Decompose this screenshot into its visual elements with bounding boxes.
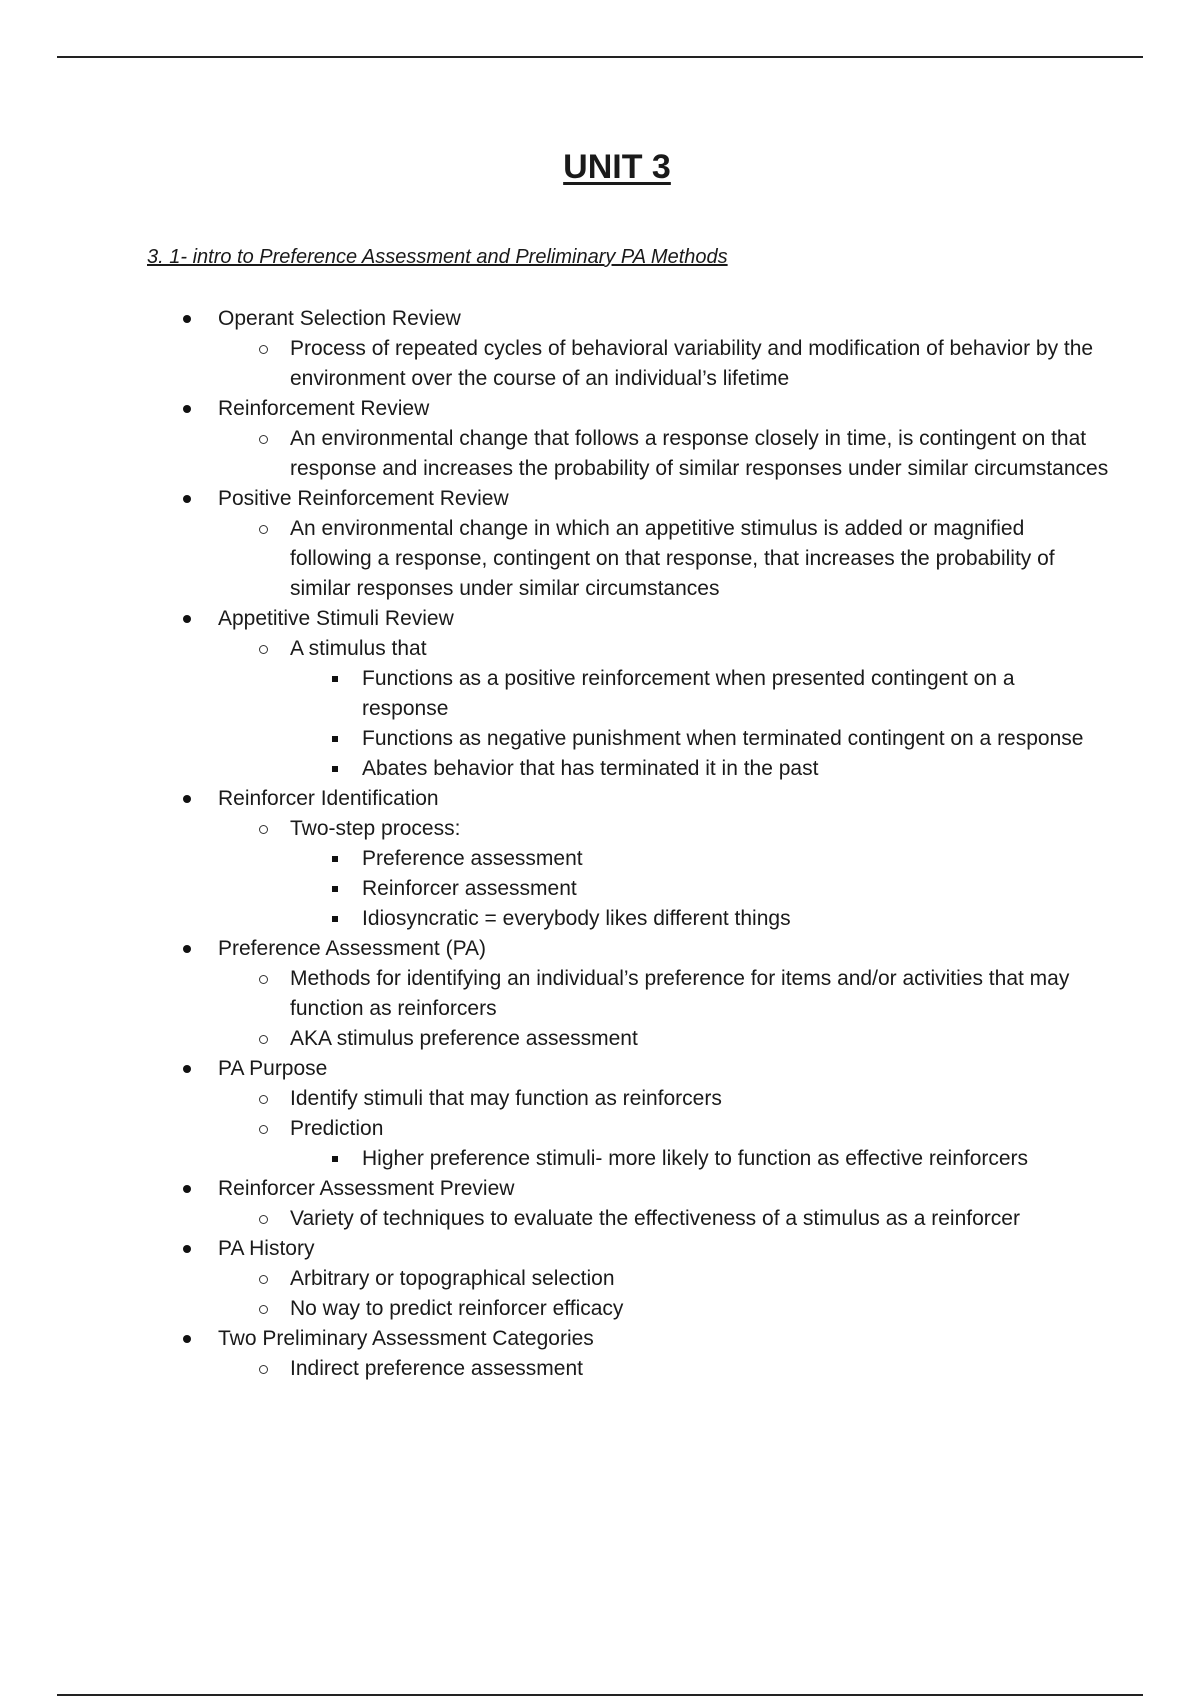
sub-list (218, 514, 1088, 604)
sub-sub-list-item-text: Preference assessment (362, 847, 583, 870)
sub-list (218, 1264, 1088, 1324)
sub-list-item-text: An environmental change in which an appetitive stimulus is added or magnified following a response, contingent on that response, that increases the probability of similar responses under similar circumstances (290, 517, 1055, 600)
sub-list (218, 634, 1088, 784)
hollow-bullet-icon (259, 1305, 268, 1314)
sub-list-item (218, 1114, 1110, 1174)
list-item-text: Operant Selection Review (218, 307, 461, 330)
filled-bullet-icon (183, 1065, 191, 1073)
hollow-bullet-icon (259, 1125, 268, 1134)
filled-bullet-icon (183, 1335, 191, 1343)
list-item (0, 304, 1094, 394)
list-item (0, 1054, 1088, 1174)
filled-bullet-icon (183, 1185, 191, 1193)
hollow-bullet-icon (259, 1215, 268, 1224)
list-item-text: Reinforcer Identification (218, 787, 439, 810)
list-item-text: PA History (218, 1237, 315, 1260)
sub-list-item (218, 1024, 1110, 1054)
sub-list-item (218, 1084, 1110, 1114)
list-item-text: Reinforcer Assessment Preview (218, 1177, 515, 1200)
hollow-bullet-icon (259, 1365, 268, 1374)
sub-list-item (218, 634, 1110, 784)
sub-list-item (218, 1204, 1110, 1234)
list-item-text: Two Preliminary Assessment Categories (218, 1327, 594, 1350)
sub-list-item-text: Identify stimuli that may function as reinforcers (290, 1087, 722, 1110)
sub-list-item-text: No way to predict reinforcer efficacy (290, 1297, 624, 1320)
sub-sub-list-item-text: Idiosyncratic = everybody likes different things (362, 907, 791, 930)
sub-list (218, 1084, 1088, 1174)
sub-list-item-text: An environmental change that follows a response closely in time, is contingent on that response and increases the probability of similar responses under similar circumstances (290, 427, 1109, 480)
square-bullet-icon (332, 856, 338, 862)
sub-sub-list-item-text: Functions as negative punishment when terminated contingent on a response (362, 727, 1084, 750)
list-item-text: Preference Assessment (PA) (218, 937, 487, 960)
square-bullet-icon (332, 1156, 338, 1162)
header-rule (57, 56, 1143, 58)
hollow-bullet-icon (259, 525, 268, 534)
list-item (0, 1324, 1088, 1384)
list-item (0, 604, 1088, 784)
sub-list (218, 1204, 1088, 1234)
hollow-bullet-icon (259, 1095, 268, 1104)
sub-list-item-text: Prediction (290, 1117, 384, 1140)
sub-list-item-text: Indirect preference assessment (290, 1357, 583, 1380)
bullet-list (0, 304, 1200, 1384)
sub-list (218, 814, 1088, 934)
filled-bullet-icon (183, 315, 191, 323)
hollow-bullet-icon (259, 825, 268, 834)
list-item (0, 1174, 1088, 1234)
hollow-bullet-icon (259, 1035, 268, 1044)
sub-sub-list-item (290, 724, 1102, 754)
outline-list (0, 304, 1200, 1384)
filled-bullet-icon (183, 405, 191, 413)
square-bullet-icon (332, 916, 338, 922)
list-item (0, 934, 1088, 1054)
sub-list-item-text: Process of repeated cycles of behavioral variability and modification of behavior by the environment over the course of an individual’s lifetime (290, 337, 1094, 390)
sub-list (218, 964, 1088, 1054)
sub-list-item (218, 424, 1110, 484)
sub-list-item (218, 334, 1110, 394)
list-item-text: Positive Reinforcement Review (218, 487, 509, 510)
sub-list-item (218, 1264, 1110, 1294)
sub-list-item (218, 514, 1110, 604)
sub-list (218, 1354, 1088, 1384)
sub-list-item-text: Variety of techniques to evaluate the effectiveness of a stimulus as a reinforcer (290, 1207, 1020, 1230)
sub-sub-list-item (290, 754, 1102, 784)
square-bullet-icon (332, 886, 338, 892)
hollow-bullet-icon (259, 975, 268, 984)
section-heading: 3. 1- intro to Preference Assessment and Preliminary PA Methods (147, 246, 728, 268)
sub-sub-list-item (290, 874, 1102, 904)
sub-sub-list-item (290, 1144, 1102, 1174)
sub-sub-list-item-text: Functions as a positive reinforcement when presented contingent on a response (362, 667, 1015, 720)
list-item-text: Appetitive Stimuli Review (218, 607, 454, 630)
footer-rule (57, 1694, 1143, 1696)
square-bullet-icon (332, 766, 338, 772)
hollow-bullet-icon (259, 435, 268, 444)
sub-sub-list-item-text: Higher preference stimuli- more likely to function as effective reinforcers (362, 1147, 1029, 1170)
hollow-bullet-icon (259, 345, 268, 354)
sub-list-item (218, 1294, 1110, 1324)
sub-sub-list-item-text: Reinforcer assessment (362, 877, 577, 900)
document-title: UNIT 3 (563, 148, 671, 186)
hollow-bullet-icon (259, 1275, 268, 1284)
sub-list (218, 334, 1094, 394)
sub-list (218, 424, 1109, 484)
list-item (0, 394, 1109, 484)
sub-sub-list-item-text: Abates behavior that has terminated it in the past (362, 757, 819, 780)
list-item (0, 1234, 1088, 1324)
square-bullet-icon (332, 736, 338, 742)
list-item (0, 484, 1088, 604)
sub-list-item-text: AKA stimulus preference assessment (290, 1027, 638, 1050)
list-item-text: Reinforcement Review (218, 397, 430, 420)
filled-bullet-icon (183, 615, 191, 623)
sub-sub-list (290, 664, 1110, 784)
sub-list-item (218, 964, 1110, 1024)
sub-list-item-text: Two-step process: (290, 817, 461, 840)
sub-sub-list (290, 844, 1110, 934)
filled-bullet-icon (183, 1245, 191, 1253)
sub-sub-list-item (290, 844, 1102, 874)
sub-sub-list-item (290, 664, 1102, 724)
sub-list-item-text: Methods for identifying an individual’s preference for items and/or activities that may function as reinforcers (290, 967, 1070, 1020)
sub-sub-list-item (290, 904, 1102, 934)
sub-list-item-text: Arbitrary or topographical selection (290, 1267, 615, 1290)
list-item-text: PA Purpose (218, 1057, 328, 1080)
sub-sub-list (290, 1144, 1110, 1174)
sub-list-item-text: A stimulus that (290, 637, 427, 660)
sub-list-item (218, 814, 1110, 934)
filled-bullet-icon (183, 945, 191, 953)
hollow-bullet-icon (259, 645, 268, 654)
list-item (0, 784, 1088, 934)
sub-list-item (218, 1354, 1110, 1384)
square-bullet-icon (332, 676, 338, 682)
filled-bullet-icon (183, 495, 191, 503)
filled-bullet-icon (183, 795, 191, 803)
